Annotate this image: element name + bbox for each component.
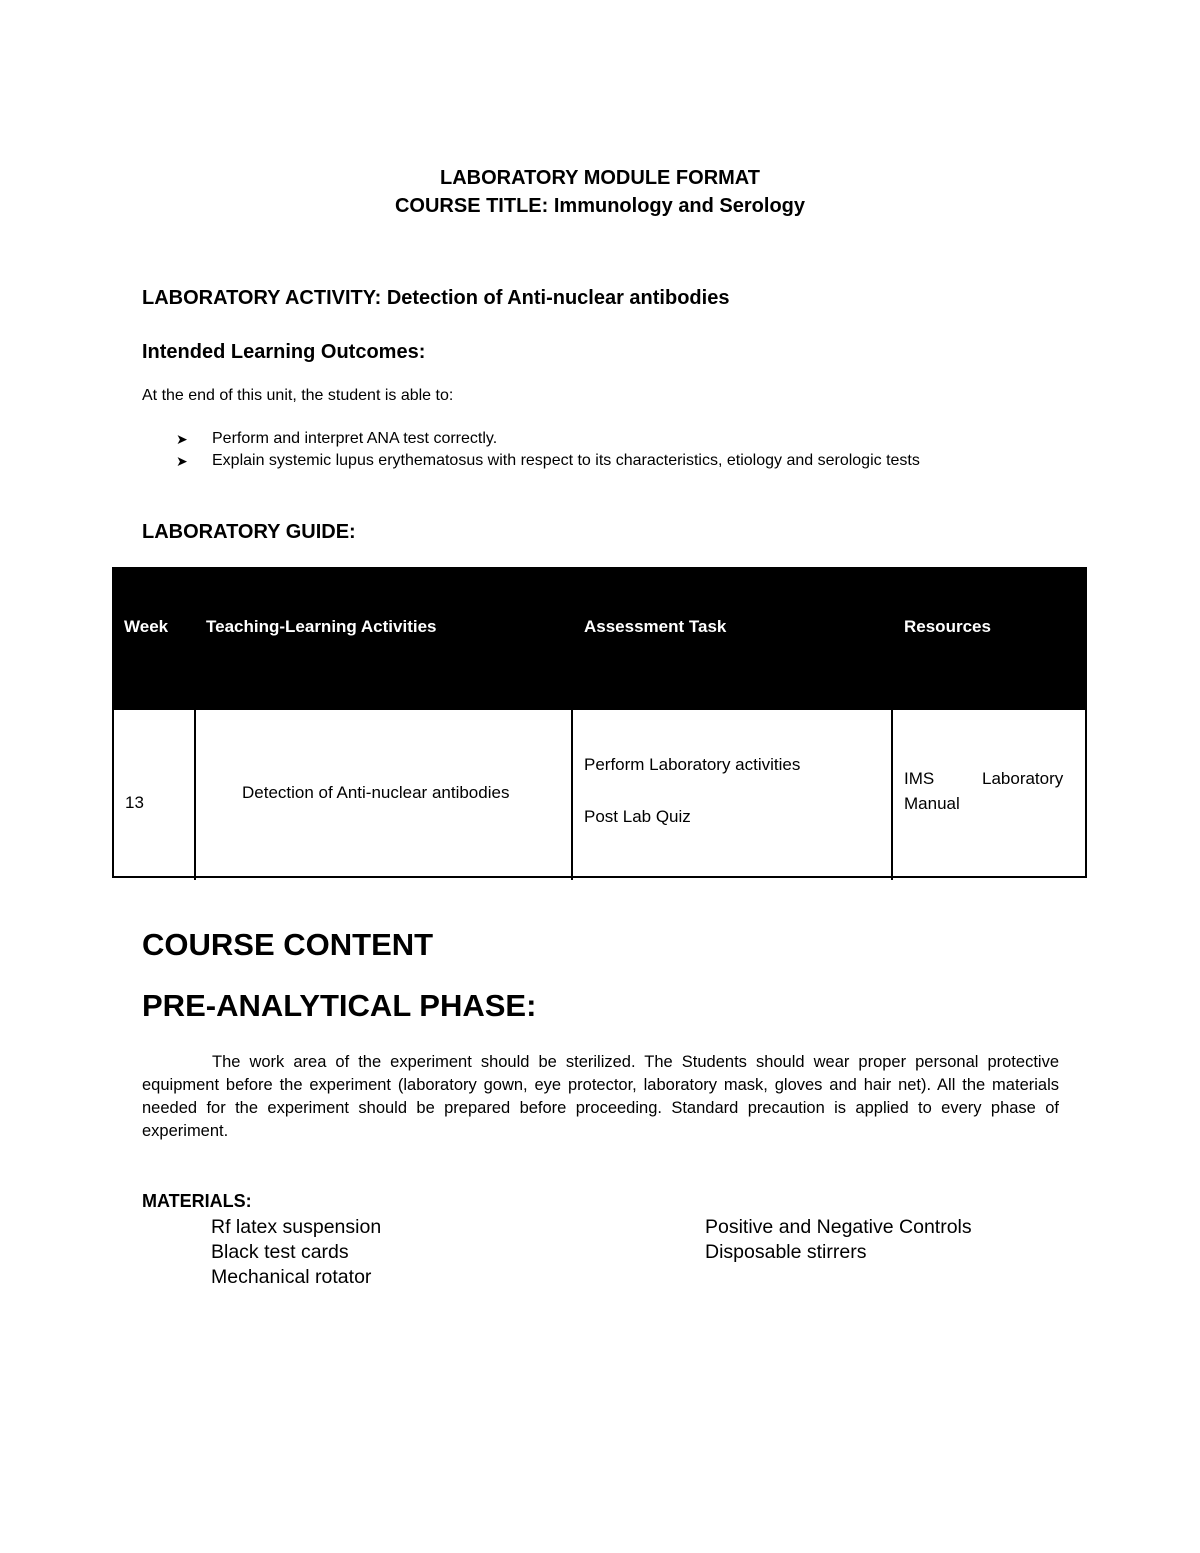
course-title-value: Immunology and Serology bbox=[548, 195, 806, 217]
column-header-activities: Teaching-Learning Activities bbox=[206, 617, 437, 636]
activity-label: LABORATORY ACTIVITY: bbox=[142, 287, 382, 309]
outcome-text: Explain systemic lupus erythematosus with respect to its characteristics, etiology and serologic tests bbox=[212, 452, 920, 469]
outcomes-intro: At the end of this unit, the student is able to: bbox=[142, 387, 454, 404]
course-content-heading: COURSE CONTENT bbox=[142, 927, 434, 962]
laboratory-guide-table bbox=[112, 567, 1087, 878]
cell-activity: Detection of Anti-nuclear antibodies bbox=[242, 783, 510, 802]
laboratory-activity bbox=[142, 285, 729, 311]
cell-assessment-line2: Post Lab Quiz bbox=[584, 807, 691, 826]
pre-analytical-paragraph: The work area of the experiment should be sterilized. The Students should wear proper personal protective equipment before the experiment (laboratory gown, eye protector, laboratory mask, gloves and hair net). All the materials needed for the experiment should be prepared before proceeding. Standard precaution is applied to every phase of experiment. bbox=[142, 1053, 1059, 1140]
cell-week: 13 bbox=[125, 793, 144, 812]
material-item: Disposable stirrers bbox=[705, 1241, 867, 1263]
guide-heading: LABORATORY GUIDE: bbox=[142, 521, 356, 543]
course-title bbox=[0, 193, 1200, 219]
document-title: LABORATORY MODULE FORMAT bbox=[440, 167, 760, 189]
cell-assessment-line1: Perform Laboratory activities bbox=[584, 755, 801, 774]
cell-resources-word1: IMS bbox=[904, 769, 935, 788]
column-divider bbox=[571, 710, 573, 880]
column-divider bbox=[194, 710, 196, 880]
activity-value: Detection of Anti-nuclear antibodies bbox=[381, 287, 730, 309]
cell-resources-word2: Laboratory bbox=[982, 769, 1064, 788]
column-header-resources: Resources bbox=[904, 617, 991, 636]
material-item: Positive and Negative Controls bbox=[705, 1216, 972, 1238]
column-divider bbox=[891, 710, 893, 880]
pre-analytical-heading: PRE-ANALYTICAL PHASE: bbox=[142, 988, 537, 1023]
outcome-item bbox=[176, 428, 1059, 450]
column-header-assessment: Assessment Task bbox=[584, 617, 727, 636]
course-title-label: COURSE TITLE: bbox=[394, 195, 549, 217]
materials-heading: MATERIALS: bbox=[142, 1191, 252, 1211]
outcomes-heading: Intended Learning Outcomes: bbox=[142, 341, 426, 363]
material-item: Rf latex suspension bbox=[211, 1216, 382, 1238]
arrowhead-bullet-icon: ➤ bbox=[176, 453, 188, 469]
material-item: Black test cards bbox=[211, 1241, 349, 1263]
column-header-week: Week bbox=[124, 617, 169, 636]
outcomes-list bbox=[176, 428, 1059, 472]
arrowhead-bullet-icon: ➤ bbox=[176, 431, 188, 447]
cell-resources-word3: Manual bbox=[904, 794, 960, 813]
table-header bbox=[112, 567, 1087, 708]
material-item: Mechanical rotator bbox=[211, 1266, 372, 1288]
outcome-item bbox=[176, 450, 1059, 472]
outcome-text: Perform and interpret ANA test correctly. bbox=[212, 430, 498, 447]
table-row bbox=[112, 708, 1087, 878]
